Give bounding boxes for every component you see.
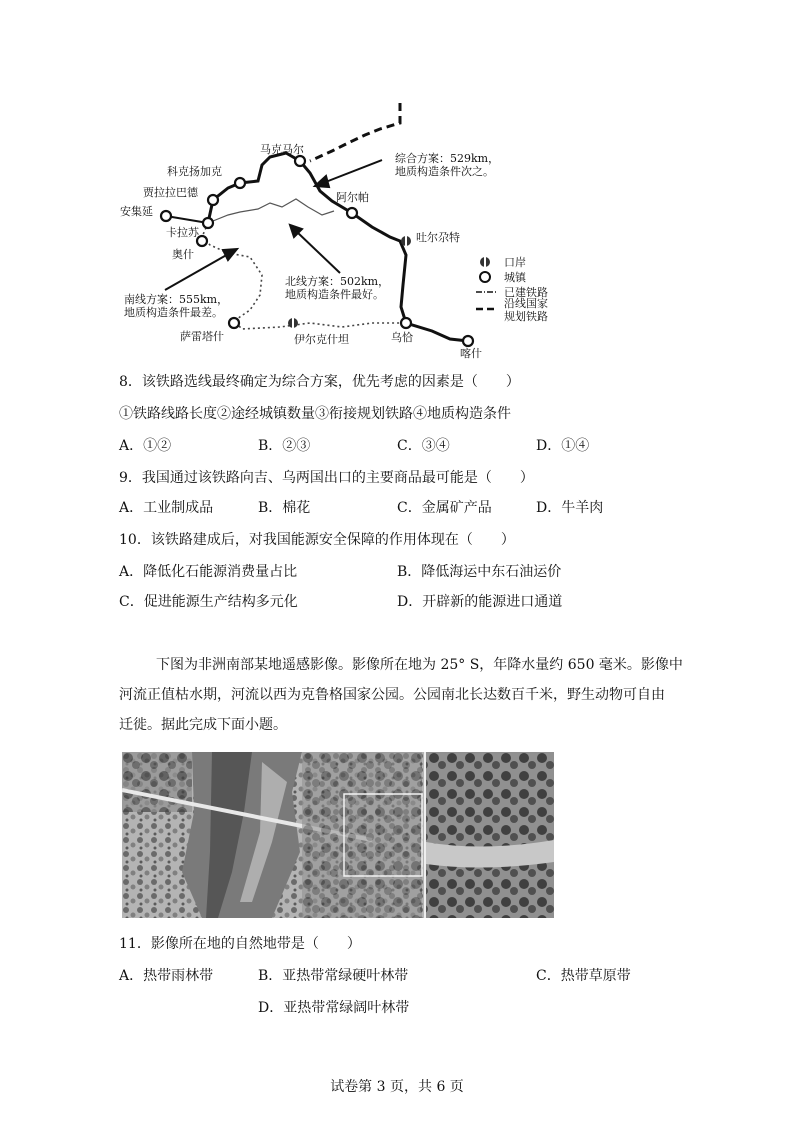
passage-line-2: 河流正值枯水期，河流以西为克鲁格国家公园。公园南北长达数百千米，野生动物可自由 bbox=[119, 687, 665, 703]
label-kekeyang: 科克扬加克 bbox=[167, 165, 222, 178]
annotation-arrows bbox=[165, 160, 382, 290]
label-aerpa: 阿尔帕 bbox=[336, 191, 369, 204]
label-tuerchate: 吐尔尕特 bbox=[416, 231, 460, 244]
q11-option-c[interactable]: C．热带草原带 bbox=[536, 968, 631, 984]
q8-option-d[interactable]: D．①④ bbox=[536, 438, 590, 454]
railway-map bbox=[110, 95, 570, 365]
planned-rail-north bbox=[310, 103, 400, 161]
label-wuqia: 乌恰 bbox=[391, 331, 413, 344]
label-kashi: 喀什 bbox=[460, 347, 482, 360]
q9-option-a[interactable]: A．工业制成品 bbox=[119, 500, 214, 516]
page-footer: 试卷第 3 页，共 6 页 bbox=[330, 1079, 464, 1095]
label-yierketan: 伊尔克什坦 bbox=[294, 333, 349, 346]
label-anjiyan: 安集延 bbox=[120, 205, 153, 218]
legend-built-rail: 已建铁路 bbox=[504, 286, 548, 299]
q11-option-a[interactable]: A．热带雨林带 bbox=[119, 968, 214, 984]
passage-line-1: 下图为非洲南部某地遥感影像。影像所在地为 25° S，年降水量约 650 毫米。影像中 bbox=[156, 657, 683, 673]
passage-line-3: 迁徙。据此完成下面小题。 bbox=[119, 717, 287, 733]
label-jialala: 贾拉拉巴德 bbox=[143, 186, 198, 199]
q8-option-a[interactable]: A．①② bbox=[119, 438, 172, 454]
q11-option-b[interactable]: B．亚热带常绿硬叶林带 bbox=[258, 968, 409, 984]
built-rail-segment bbox=[166, 216, 208, 223]
q10-stem: 10．该铁路建成后，对我国能源安全保障的作用体现在（ ） bbox=[119, 532, 515, 548]
annotation-comprehensive-2: 地质构造条件次之。 bbox=[395, 165, 494, 178]
q8-factors: ①铁路线路长度②途经城镇数量③衔接规划铁路④地质构造条件 bbox=[119, 406, 511, 422]
annotation-south-1: 南线方案：555km， bbox=[124, 293, 229, 306]
q8-option-b[interactable]: B．②③ bbox=[258, 438, 311, 454]
q9-option-c[interactable]: C．金属矿产品 bbox=[397, 500, 492, 516]
comprehensive-route-line bbox=[208, 153, 468, 341]
q8-option-c[interactable]: C．③④ bbox=[397, 438, 450, 454]
label-saleitashi: 萨雷塔什 bbox=[180, 330, 224, 343]
north-route-line bbox=[208, 199, 334, 223]
label-aoshi: 奥什 bbox=[172, 248, 194, 261]
q10-option-d[interactable]: D．开辟新的能源进口通道 bbox=[397, 594, 563, 610]
label-makemaer: 马克马尔 bbox=[260, 143, 304, 156]
annotation-north-1: 北线方案：502km， bbox=[285, 275, 390, 288]
q9-option-d[interactable]: D．牛羊肉 bbox=[536, 500, 604, 516]
q11-option-d[interactable]: D．亚热带常绿阔叶林带 bbox=[258, 1000, 410, 1016]
map-legend bbox=[476, 255, 548, 323]
label-kalasu: 卡拉苏 bbox=[166, 226, 199, 239]
q10-option-b[interactable]: B．降低海运中东石油运价 bbox=[397, 564, 562, 580]
q10-option-a[interactable]: A．降低化石能源消费量占比 bbox=[119, 564, 298, 580]
legend-planned-rail-2: 规划铁路 bbox=[504, 310, 548, 323]
legend-planned-rail-1: 沿线国家 bbox=[504, 297, 548, 310]
legend-port: 口岸 bbox=[504, 256, 526, 269]
annotation-comprehensive-1: 综合方案：529km， bbox=[395, 152, 500, 165]
satellite-image bbox=[122, 752, 554, 918]
q8-stem: 8．该铁路选线最终确定为综合方案，优先考虑的因素是（ ） bbox=[119, 374, 520, 390]
q9-stem: 9．我国通过该铁路向吉、乌两国出口的主要商品最可能是（ ） bbox=[119, 470, 534, 486]
q9-option-b[interactable]: B．棉花 bbox=[258, 500, 311, 516]
annotation-south-2: 地质构造条件最差。 bbox=[124, 306, 223, 319]
q10-option-c[interactable]: C．促进能源生产结构多元化 bbox=[119, 594, 298, 610]
legend-town: 城镇 bbox=[504, 271, 526, 284]
annotation-north-2: 地质构造条件最好。 bbox=[285, 288, 384, 301]
q11-stem: 11．影像所在地的自然地带是（ ） bbox=[119, 936, 361, 952]
